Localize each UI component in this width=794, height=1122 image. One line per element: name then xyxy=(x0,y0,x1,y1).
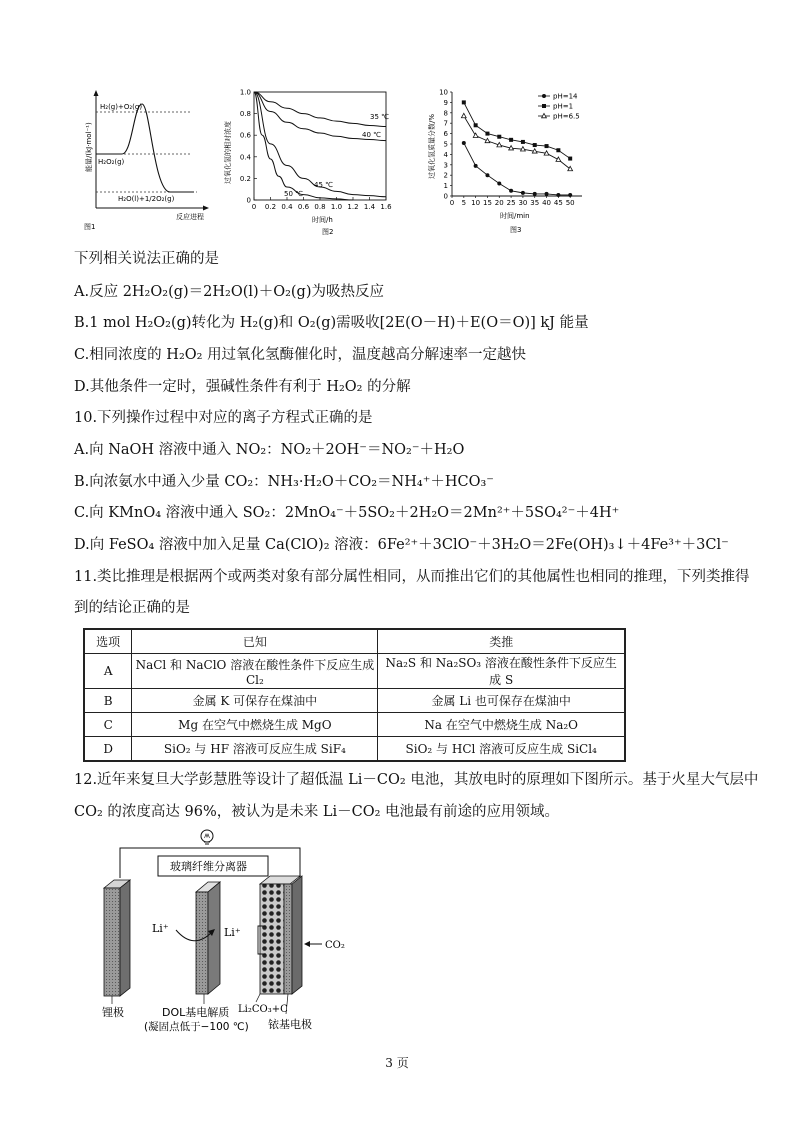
cathode-label: 铱基电极 xyxy=(268,1018,312,1031)
fig1-y-label: 能量/(kJ·mol⁻¹) xyxy=(85,122,93,172)
data-point-circle xyxy=(556,193,560,197)
fig1-caption: 图1 xyxy=(84,223,96,231)
x-tick-label: 0 xyxy=(251,203,257,211)
y-tick-label: 0 xyxy=(443,192,448,201)
fig3-series-line xyxy=(464,143,570,195)
fig1-level-top-label: H₂(g)+O₂(g) xyxy=(100,103,143,111)
table-cell: Na₂S 和 Na₂SO₃ 溶液在酸性条件下反应生成 S xyxy=(378,654,625,689)
x-tick-label: 0.6 xyxy=(297,203,310,211)
cathode-side xyxy=(292,876,302,994)
li-ion-right-label: Li⁺ xyxy=(224,926,241,939)
fig1-x-arrow xyxy=(203,206,209,211)
fig3-series-line xyxy=(464,102,570,158)
fig2-axes xyxy=(240,89,392,212)
co2-label: CO₂ xyxy=(325,940,345,951)
data-point-circle xyxy=(462,141,466,145)
y-tick-label: 3 xyxy=(443,161,448,170)
membrane-side xyxy=(208,882,220,994)
q11-stem-line1: 11.类比推理是根据两个或两类对象有部分属性相同，从而推出它们的其他属性也相同的推理，下列类推得 xyxy=(74,569,750,585)
battery-diagram-svg xyxy=(100,826,360,1036)
separator-label: 玻璃纤维分离器 xyxy=(170,860,247,873)
data-point-circle xyxy=(533,192,537,196)
x-tick-label: 1.2 xyxy=(347,203,359,211)
table-cell: 金属 Li 也可保存在煤油中 xyxy=(378,689,625,713)
legend-label: pH=1 xyxy=(553,102,574,111)
table-row xyxy=(84,737,625,762)
table-header-row xyxy=(84,629,625,654)
data-point-square xyxy=(542,104,546,108)
q9-option-c: C.相同浓度的 H₂O₂ 用过氧化氢酶催化时，温度越高分解速率一定越快 xyxy=(74,347,527,363)
y-tick-label: 5 xyxy=(443,140,448,149)
y-tick-label: 8 xyxy=(443,109,448,118)
fig3-legend xyxy=(538,93,580,121)
x-tick-label: 10 xyxy=(471,199,481,207)
y-tick-label: 1.0 xyxy=(239,88,251,97)
figure-1 xyxy=(82,82,210,232)
fig2-y-label: 过氧化氢的相对浓度 xyxy=(224,121,232,184)
table-cell: NaCl 和 NaClO 溶液在酸性条件下反应生成 Cl₂ xyxy=(132,654,378,689)
table-cell: A xyxy=(84,654,132,689)
cathode-current-collector xyxy=(284,884,292,994)
y-tick-label: 0.6 xyxy=(239,131,251,140)
anode-label: 锂极 xyxy=(102,1006,124,1019)
product-leader xyxy=(256,994,260,1002)
q10-stem: 10.下列操作过程中对应的离子方程式正确的是 xyxy=(74,410,373,426)
fig2-series-group xyxy=(254,92,389,200)
table-cell: C xyxy=(84,713,132,737)
x-tick-label: 1.0 xyxy=(330,203,343,211)
legend-label: pH=6.5 xyxy=(553,112,580,121)
fig3-x-label: 时间/min xyxy=(500,212,530,220)
table-header-cell: 类推 xyxy=(378,629,625,654)
x-tick-label: 45 xyxy=(553,199,563,207)
fig1-y-arrow xyxy=(94,90,99,96)
y-tick-label: 2 xyxy=(443,171,448,180)
fig2-series-label: 35 ℃ xyxy=(370,113,389,121)
fig3-caption: 图3 xyxy=(510,226,522,234)
fig1-x-label: 反应进程 xyxy=(176,213,204,221)
q12-line2: CO₂ 的浓度高达 96%，被认为是未来 Li－CO₂ 电池最有前途的应用领域。 xyxy=(74,804,560,820)
table-cell: D xyxy=(84,737,132,762)
data-point-circle xyxy=(474,164,478,168)
data-point-square xyxy=(545,144,549,148)
data-point-square xyxy=(485,132,489,136)
y-tick-label: 6 xyxy=(443,130,448,139)
x-tick-label: 30 xyxy=(518,199,528,207)
q9-option-d: D.其他条件一定时，强碱性条件有利于 H₂O₂ 的分解 xyxy=(74,379,411,395)
fig1-energy-curve xyxy=(96,104,194,192)
y-tick-label: 10 xyxy=(439,88,448,97)
q9-stem: 下列相关说法正确的是 xyxy=(74,251,219,267)
q10-option-a: A.向 NaOH 溶液中通入 NO₂：NO₂＋2OH⁻＝NO₂⁻＋H₂O xyxy=(74,442,465,458)
x-tick-label: 20 xyxy=(494,199,504,207)
table-row xyxy=(84,654,625,689)
figure-2 xyxy=(222,84,398,236)
anode-side xyxy=(120,880,130,996)
data-point-circle xyxy=(497,182,501,186)
fig2-series-label: 40 ℃ xyxy=(362,131,381,139)
x-tick-label: 1.6 xyxy=(380,203,392,211)
x-tick-label: 1.4 xyxy=(363,203,376,211)
x-tick-label: 0 xyxy=(449,199,455,207)
figure-3 xyxy=(422,84,592,236)
y-tick-label: 0.4 xyxy=(239,153,251,162)
x-tick-label: 25 xyxy=(506,199,516,207)
fig3-series-line xyxy=(464,116,570,169)
q10-option-b: B.向浓氨水中通入少量 CO₂：NH₃·H₂O＋CO₂＝NH₄⁺＋HCO₃⁻ xyxy=(74,474,494,490)
data-point-square xyxy=(533,143,537,147)
y-tick-label: 0 xyxy=(246,196,251,205)
fig1-level-bot-label: H₂O(l)+1/2O₂(g) xyxy=(118,195,175,203)
q11-stem-line2: 到的结论正确的是 xyxy=(74,600,190,616)
y-tick-label: 0.2 xyxy=(239,174,251,183)
figure-2-chart xyxy=(222,84,398,236)
table-cell: Na 在空气中燃烧生成 Na₂O xyxy=(378,713,625,737)
table-header-cell: 选项 xyxy=(84,629,132,654)
x-tick-label: 0.8 xyxy=(314,203,326,211)
table-header-cell: 已知 xyxy=(132,629,378,654)
x-tick-label: 40 xyxy=(542,199,552,207)
battery-diagram xyxy=(100,826,360,1036)
li-ion-left-label: Li⁺ xyxy=(152,922,169,935)
q9-option-b: B.1 mol H₂O₂(g)转化为 H₂(g)和 O₂(g)需吸收[2E(O－H)＋E(O＝O)] kJ 能量 xyxy=(74,315,589,331)
data-point-square xyxy=(568,157,572,161)
fig2-caption: 图2 xyxy=(322,228,334,236)
fig2-series-label: 45 ℃ xyxy=(314,181,333,189)
x-tick-label: 5 xyxy=(461,199,467,207)
page-number: 3 页 xyxy=(385,1056,409,1070)
x-tick-label: 50 xyxy=(565,199,575,207)
x-tick-label: 15 xyxy=(482,199,492,207)
table-cell: Mg 在空气中燃烧生成 MgO xyxy=(132,713,378,737)
data-point-square xyxy=(556,148,560,152)
q10-option-d: D.向 FeSO₄ 溶液中加入足量 Ca(ClO)₂ 溶液：6Fe²⁺＋3ClO⁻＋3H₂O＝2Fe(OH)₃↓＋4Fe³⁺＋3Cl⁻ xyxy=(74,537,729,553)
membrane-front xyxy=(196,892,208,994)
anode-front xyxy=(104,888,120,996)
q9-option-a: A.反应 2H₂O₂(g)＝2H₂O(l)＋O₂(g)为吸热反应 xyxy=(74,284,384,300)
figure-1-svg xyxy=(82,82,210,232)
table-cell: SiO₂ 与 HF 溶液可反应生成 SiF₄ xyxy=(132,737,378,762)
fig2-series-line xyxy=(254,92,353,200)
data-point-triangle xyxy=(461,113,466,117)
table-row xyxy=(84,689,625,713)
y-tick-label: 1 xyxy=(443,182,448,191)
data-point-circle xyxy=(509,189,513,193)
x-tick-label: 35 xyxy=(530,199,540,207)
data-point-circle xyxy=(521,191,525,195)
table-cell: B xyxy=(84,689,132,713)
y-tick-label: 9 xyxy=(443,98,448,107)
y-tick-label: 7 xyxy=(443,119,448,128)
data-point-circle xyxy=(485,173,489,177)
fig2-series-label: 50 ℃ xyxy=(284,190,303,198)
table-cell: SiO₂ 与 HCl 溶液可反应生成 SiCl₄ xyxy=(378,737,625,762)
fig2-series-line xyxy=(254,92,386,127)
electrolyte-note: (凝固点低于−100 ℃) xyxy=(144,1021,249,1033)
y-tick-label: 0.8 xyxy=(239,110,251,119)
data-point-triangle xyxy=(568,166,573,170)
fig2-x-label: 时间/h xyxy=(312,216,333,224)
table-row xyxy=(84,713,625,737)
electrolyte-label: DOL基电解质 xyxy=(162,1006,230,1019)
legend-label: pH=14 xyxy=(553,92,578,101)
table-cell: 金属 K 可保存在煤油中 xyxy=(132,689,378,713)
fig3-y-label: 过氧化氢质量分数/% xyxy=(428,113,436,179)
data-point-circle xyxy=(545,192,549,196)
bulb-icon xyxy=(201,830,213,844)
x-tick-label: 0.4 xyxy=(281,203,293,211)
q10-option-c: C.向 KMnO₄ 溶液中通入 SO₂：2MnO₄⁻＋5SO₂＋2H₂O＝2Mn²⁺＋5SO₄²⁻＋4H⁺ xyxy=(74,505,620,521)
data-point-square xyxy=(509,138,513,142)
fig1-level-mid-label: H₂O₂(g) xyxy=(98,158,125,166)
data-point-circle xyxy=(542,94,546,98)
q11-options-table xyxy=(83,628,626,762)
co2-arrowhead xyxy=(304,941,310,947)
data-point-circle xyxy=(568,193,572,197)
x-tick-label: 0.2 xyxy=(264,203,277,211)
y-tick-label: 4 xyxy=(443,150,448,159)
product-label: Li₂CO₃+C xyxy=(238,1004,288,1015)
data-point-square xyxy=(497,135,501,139)
data-point-square xyxy=(474,123,478,127)
cathode-porous-layer xyxy=(260,884,284,994)
figure-3-chart xyxy=(422,84,592,236)
data-point-square xyxy=(521,140,525,144)
q12-line1: 12.近年来复旦大学彭慧胜等设计了超低温 Li－CO₂ 电池，其放电时的原理如下图所示。基于火星大气层中 xyxy=(74,772,759,788)
data-point-square xyxy=(462,100,466,104)
